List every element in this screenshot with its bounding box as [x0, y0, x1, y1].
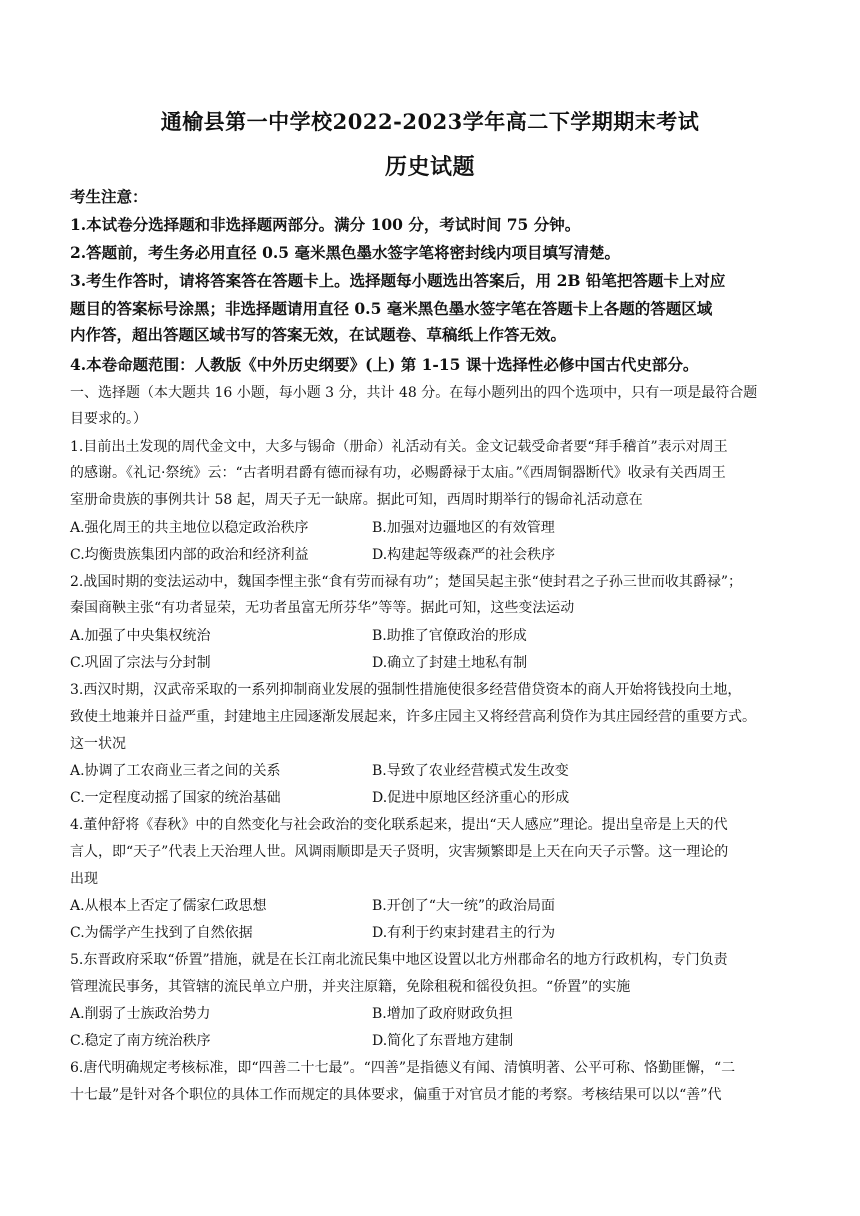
- option-a: A.协调了工农商业三者之间的关系: [70, 763, 281, 779]
- notice-heading: 考生注意：: [70, 188, 148, 206]
- option-a: A.从根本上否定了儒家仁政思想: [70, 898, 267, 914]
- notice-item: 2.答题前，考生务必用直径 0.5 毫米黑色墨水签字笔将密封线内项目填写清楚。: [70, 244, 620, 262]
- notice-item: 内作答，超出答题区域书写的答案无效，在试题卷、草稿纸上作答无效。: [70, 326, 567, 344]
- notice-item: 4.本卷命题范围：人教版《中外历史纲要》(上) 第 1-15 课十选择性必修中国古代史部分。: [70, 356, 699, 374]
- option-c: C.均衡贵族集团内部的政治和经济利益: [70, 547, 309, 563]
- question-stem: 的感谢。《礼记·祭统》云：“古者明君爵有德而禄有功，必赐爵禄于太庙。”《西周铜器断代》收录有关西周王: [70, 465, 726, 481]
- notice-item: 题目的答案标号涂黑；非选择题请用直径 0.5 毫米黑色墨水签字笔在答题卡上各题的答题区域: [70, 300, 713, 318]
- option-b: B.助推了官僚政治的形成: [372, 628, 527, 644]
- exam-title: 通榆县第一中学校2022-2023学年高二下学期期末考试: [160, 109, 700, 134]
- option-d: D.简化了东晋地方建制: [372, 1033, 514, 1049]
- question-stem: 室册命贵族的事例共计 58 起，周天子无一缺席。据此可知，西周时期举行的锡命礼活动意在: [70, 492, 643, 508]
- exam-subject-title: 历史试题: [384, 154, 475, 180]
- option-d: D.促进中原地区经济重心的形成: [372, 790, 570, 806]
- option-b: B.增加了政府财政负担: [372, 1006, 513, 1022]
- option-a: A.强化周王的共主地位以稳定政治秩序: [70, 520, 309, 536]
- question-stem: 5.东晋政府采取“侨置”措施，就是在长江南北流民集中地区设置以北方州郡命名的地方行政机构，专门负责: [70, 952, 728, 968]
- option-a: A.加强了中央集权统治: [70, 628, 211, 644]
- question-stem: 管理流民事务，其管辖的流民单立户册，并夹注原籍，免除租税和徭役负担。“侨置”的实施: [70, 979, 631, 995]
- notice-item: 1.本试卷分选择题和非选择题两部分。满分 100 分，考试时间 75 分钟。: [70, 216, 581, 234]
- question-stem: 十七最”是针对各个职位的具体工作而规定的具体要求，偏重于对官员才能的考察。考核结果可以以“善”代: [70, 1087, 722, 1103]
- question-stem: 1.目前出土发现的周代金文中，大多与锡命（册命）礼活动有关。金文记载受命者要“拜手稽首”表示对周王: [70, 439, 728, 455]
- notice-item: 3.考生作答时，请将答案答在答题卡上。选择题每小题选出答案后，用 2B 铅笔把答题卡上对应: [70, 272, 726, 290]
- option-a: A.削弱了士族政治势力: [70, 1006, 211, 1022]
- option-c: C.为儒学产生找到了自然依据: [70, 925, 253, 941]
- question-stem: 6.唐代明确规定考核标准，即“四善二十七最”。“四善”是指德义有闻、清慎明著、公平可称、恪勤匪懈，“二: [70, 1060, 736, 1076]
- question-stem: 致使土地兼并日益严重，封建地主庄园逐渐发展起来，许多庄园主又将经营高利贷作为其庄园经营的重要方式。: [70, 709, 756, 725]
- option-d: D.构建起等级森严的社会秩序: [372, 547, 556, 563]
- section-heading: 一、选择题（本大题共 16 小题，每小题 3 分，共计 48 分。在每小题列出的四个选项中，只有一项是最符合题: [70, 385, 758, 401]
- option-c: C.稳定了南方统治秩序: [70, 1033, 211, 1049]
- option-b: B.开创了“大一统”的政治局面: [372, 898, 556, 914]
- question-stem: 这一状况: [70, 736, 126, 752]
- option-c: C.巩固了宗法与分封制: [70, 655, 211, 671]
- option-c: C.一定程度动摇了国家的统治基础: [70, 790, 281, 806]
- option-b: B.导致了农业经营模式发生改变: [372, 763, 569, 779]
- option-d: D.确立了封建土地私有制: [372, 655, 528, 671]
- section-heading-cont: 目要求的。）: [70, 411, 147, 427]
- question-stem: 出现: [70, 871, 98, 887]
- question-stem: 2.战国时期的变法运动中，魏国李悝主张“食有劳而禄有功”；楚国吴起主张“使封君之子孙三世而收其爵禄”；: [70, 574, 742, 590]
- option-d: D.有利于约束封建君主的行为: [372, 925, 556, 941]
- question-stem: 言人，即“天子”代表上天治理人世。风调雨顺即是天子贤明，灾害频繁即是上天在向天子示警。这一理论的: [70, 844, 729, 860]
- question-stem: 秦国商鞅主张“有功者显荣，无功者虽富无所芬华”等等。据此可知，这些变法运动: [70, 600, 575, 616]
- question-stem: 4.董仲舒将《春秋》中的自然变化与社会政治的变化联系起来，提出“天人感应”理论。提出皇帝是上天的代: [70, 817, 728, 833]
- option-b: B.加强对边疆地区的有效管理: [372, 520, 555, 536]
- question-stem: 3.西汉时期，汉武帝采取的一系列抑制商业发展的强制性措施使很多经营借贷资本的商人开始将钱投向土地，: [70, 682, 742, 698]
